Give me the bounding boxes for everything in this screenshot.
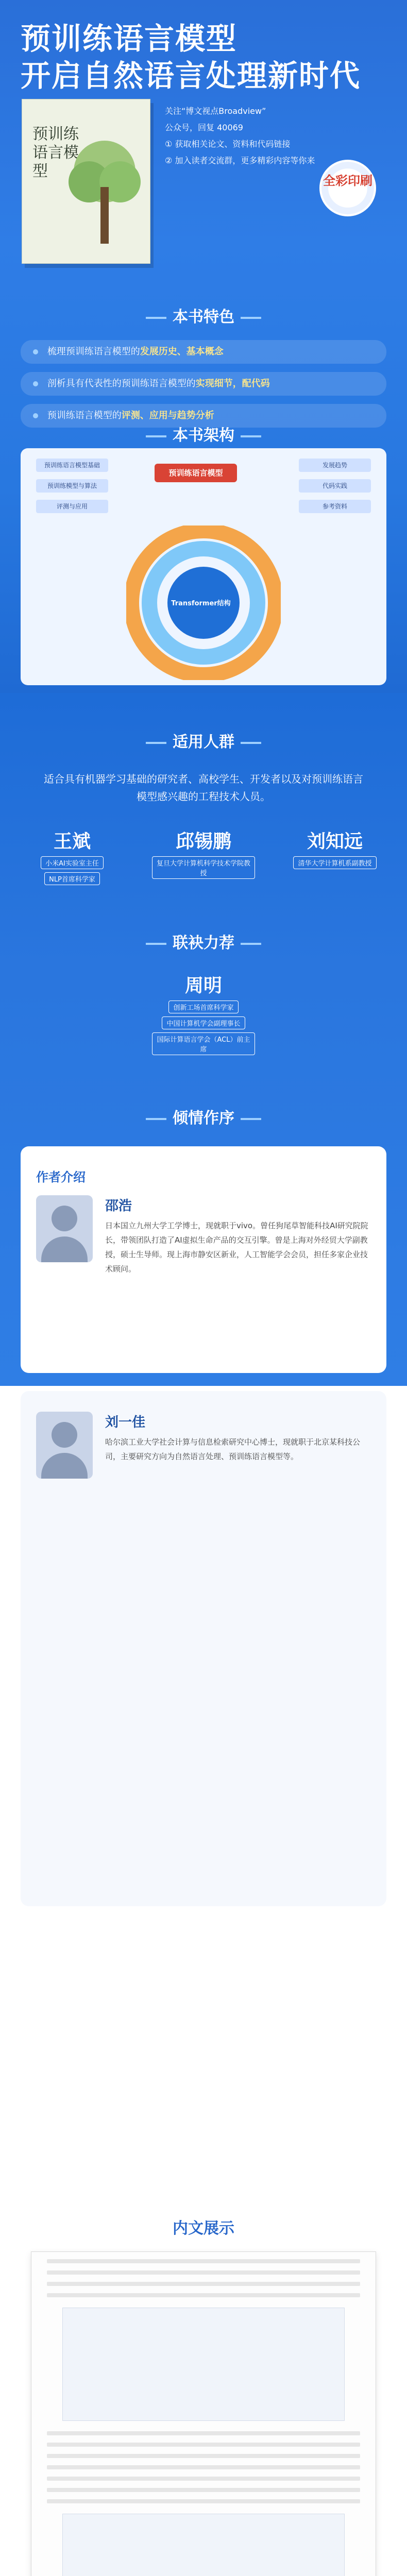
recommender-title: NLP首席科学家: [44, 872, 100, 885]
audience-authors-section: [0, 693, 407, 1386]
foreword-line: 中国计算机学会副理事长: [162, 1016, 245, 1029]
mindmap-branch: 评测与应用: [36, 500, 108, 513]
author-entry: [36, 1195, 371, 1276]
full-color-seal: [319, 160, 376, 216]
audience-title-text: 适用人群: [173, 733, 234, 751]
mindmap-branch: 预训练模型与算法: [36, 479, 108, 493]
features-title: [0, 304, 407, 327]
foreword-author: [152, 971, 255, 1055]
recommender: [152, 827, 255, 879]
recommender-title: 复旦大学计算机科学技术学院教授: [152, 856, 255, 879]
author-name: 刘一佳: [105, 1415, 146, 1430]
avatar: [36, 1412, 93, 1479]
feature-prefix: 预训练语言模型的: [47, 410, 122, 421]
meta-line: 关注“博文视点Broadview”: [165, 106, 266, 116]
document-page: [31, 2251, 376, 2576]
feature-bold: 发展历史、基本概念: [140, 346, 224, 357]
title-line-1: 预训练语言模型: [21, 21, 238, 56]
author-bio: 日本国立九州大学工学博士，现就职于vivo。曾任狗尾草智能科技AI研究院院长，带领团队打造了AI虚拟生命产品的交互引擎。曾是上海对外经贸大学副教授，硕士生导师。现上海市静安区新业，人工智能学会会员，担任多家企业技术顾问。: [105, 1221, 368, 1274]
recommender-name: 王斌: [53, 831, 91, 852]
mindmap-branch: 参考资料: [299, 500, 371, 513]
mindmap-branch: 代码实践: [299, 479, 371, 493]
tree-illustration: [63, 135, 146, 249]
header-section: [0, 0, 407, 693]
foreword-title: [0, 1105, 407, 1128]
meta-info: [165, 103, 315, 169]
document-figure: [62, 2308, 345, 2421]
cover-title: 预训练语言模型: [32, 125, 79, 180]
book-cover: [22, 99, 150, 264]
features-title-text: 本书特色: [173, 308, 234, 326]
recommender-title: 小米AI实验室主任: [41, 856, 104, 869]
recommender: [21, 827, 124, 885]
seal-text: 全彩印刷: [323, 174, 372, 188]
bullet-icon: [33, 349, 38, 354]
audience-text: 适合具有机器学习基础的研究者、高校学生、开发者以及对预训练语言模型感兴趣的工程技术人员。: [44, 773, 363, 803]
architecture-diagram: [21, 448, 386, 685]
foreword-line: 创新工场首席科学家: [168, 1001, 238, 1013]
recommender: [283, 827, 386, 869]
feature-item: [21, 372, 386, 396]
recommender-name: 邱锡鹏: [175, 831, 231, 852]
bullet-icon: [33, 413, 38, 418]
recommend-title-text: 联袂力荐: [173, 934, 234, 952]
author-name: 邵浩: [105, 1198, 132, 1214]
bullet-icon: [33, 381, 38, 386]
features-list: [21, 340, 386, 436]
title-line-2: 开启自然语言处理新时代: [21, 58, 361, 93]
author-entry: [36, 1412, 371, 1479]
mindmap-branch: 预训练语言模型基础: [36, 459, 108, 472]
mindmap-branch: 发展趋势: [299, 459, 371, 472]
authors-card: [21, 1146, 386, 1373]
architecture-title: [0, 422, 407, 445]
authors-card-2: [21, 1391, 386, 1906]
foreword-name: 周明: [184, 975, 222, 996]
authors-title: 作者介绍: [36, 1170, 86, 1184]
recommender-name: 刘知远: [307, 831, 363, 852]
audience-title: [0, 729, 407, 752]
content-title: 内文展示: [173, 2219, 234, 2238]
feature-item: [21, 340, 386, 364]
feature-bold: 实现细节，配代码: [195, 378, 270, 389]
meta-line: ① 获取相关论文、资料和代码链接: [165, 139, 291, 149]
architecture-title-text: 本书架构: [173, 427, 234, 445]
recommend-title: [0, 930, 407, 953]
author-bio: 哈尔滨工业大学社会计算与信息检索研究中心博士，现就职于北京某科技公司，主要研究方向为自然语言处理、预训练语言模型等。: [105, 1437, 361, 1461]
recommender-title: 清华大学计算机系副教授: [293, 856, 376, 869]
feature-bold: 评测、应用与趋势分析: [121, 410, 214, 421]
feature-prefix: 剖析具有代表性的预训练语言模型的: [47, 378, 196, 389]
ring-center-label: Transformer结构: [171, 600, 231, 607]
foreword-title-text: 倾情作序: [173, 1109, 234, 1127]
feature-prefix: 梳理预训练语言模型的: [47, 346, 140, 357]
meta-line: ② 加入读者交流群，更多精彩内容等你来: [165, 156, 315, 165]
document-figure: [62, 2514, 345, 2576]
preview-section: [0, 2205, 407, 2576]
meta-line: 公众号，回复 40069: [165, 123, 243, 132]
avatar: [36, 1195, 93, 1262]
foreword-line: 国际计算语言学会（ACL）前主席: [152, 1032, 255, 1055]
mindmap-center: 预训练语言模型: [155, 464, 237, 482]
